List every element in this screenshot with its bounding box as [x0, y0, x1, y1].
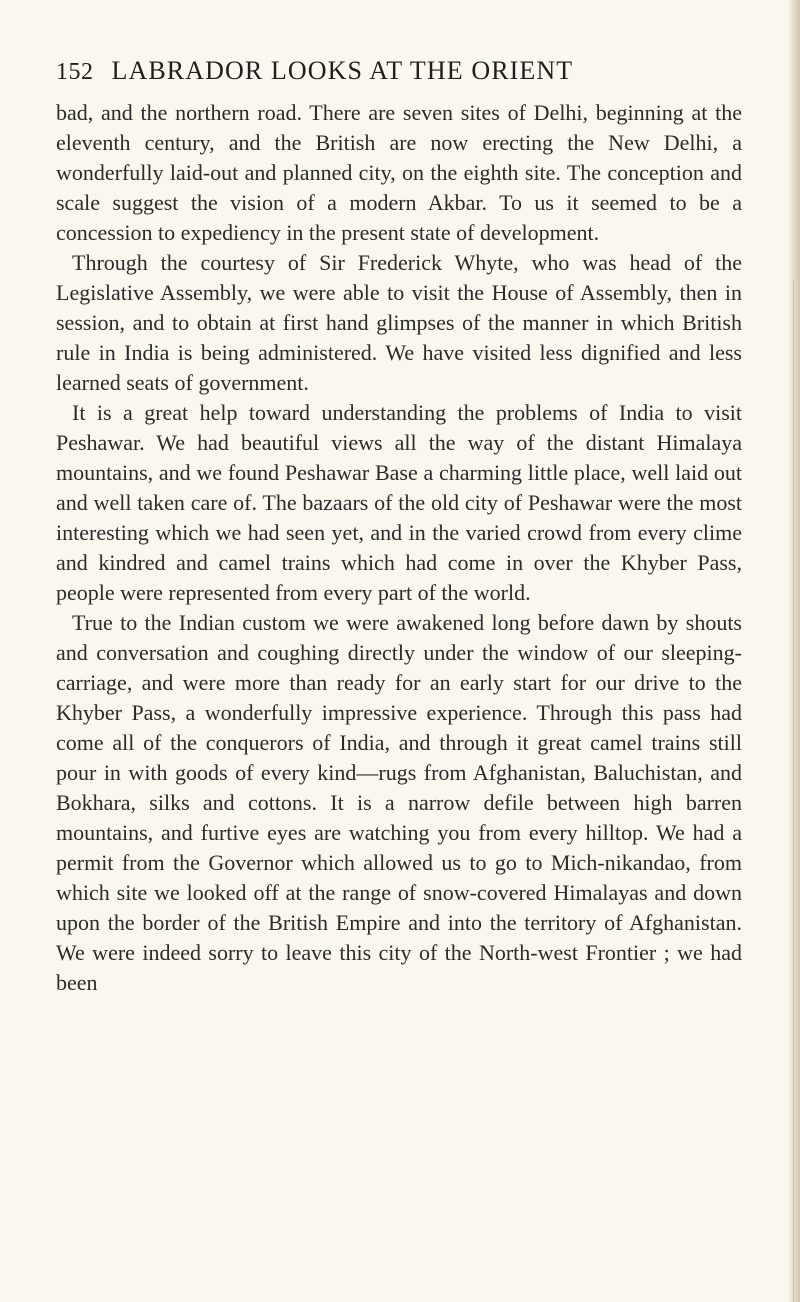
page-edge-shadow — [788, 0, 800, 1302]
page-edge-line — [793, 280, 794, 1302]
running-title: LABRADOR LOOKS AT THE ORIENT — [111, 56, 574, 85]
paragraph-2: Through the courtesy of Sir Frederick Whyte, who was head of the Legislative Assembly, we were able to visit the House of Assembly, then in session, and to obtain at first hand glimpses of the manner in which British rule in India is being administered. We have visited less dignified and less learned seats of government. — [56, 250, 742, 395]
body-text — [56, 98, 742, 998]
paragraph-3: It is a great help toward understanding the problems of India to visit Peshawar. We had beautiful views all the way of the distant Himalaya mountains, and we found Peshawar Base a charming little place, well laid out and well taken care of. The bazaars of the old city of Peshawar were the most interesting which we had seen yet, and in the varied crowd from every clime and kindred and camel trains which had come in over the Khyber Pass, people were represented from every part of the world. — [56, 400, 742, 605]
page-header — [56, 56, 742, 96]
page-number: 152 — [56, 59, 94, 85]
paragraph-1: bad, and the northern road. There are seven sites of Delhi, beginning at the eleventh century, and the British are now erecting the New Delhi, a wonderfully laid-out and planned city, on the eighth site. The conception and scale suggest the vision of a modern Akbar. To us it seemed to be a concession to expediency in the present state of development. — [56, 100, 742, 245]
book-page — [56, 56, 742, 998]
paragraph-4: True to the Indian custom we were awakened long before dawn by shouts and conversation and coughing directly under the window of our sleeping-carriage, and were more than ready for an early start for our drive to the Khyber Pass, a wonderfully impressive experience. Through this pass had come all of the conquerors of India, and through it great camel trains still pour in with goods of every kind—rugs from Afghanistan, Baluchistan, and Bokhara, silks and cottons. It is a narrow defile between high barren mountains, and furtive eyes are watching you from every hilltop. We had a permit from the Governor which allowed us to go to Mich-nikandao, from which site we looked off at the range of snow-covered Himalayas and down upon the border of the British Empire and into the territory of Afghanistan. We were indeed sorry to leave this city of the North-west Frontier ; we had been — [56, 610, 742, 995]
